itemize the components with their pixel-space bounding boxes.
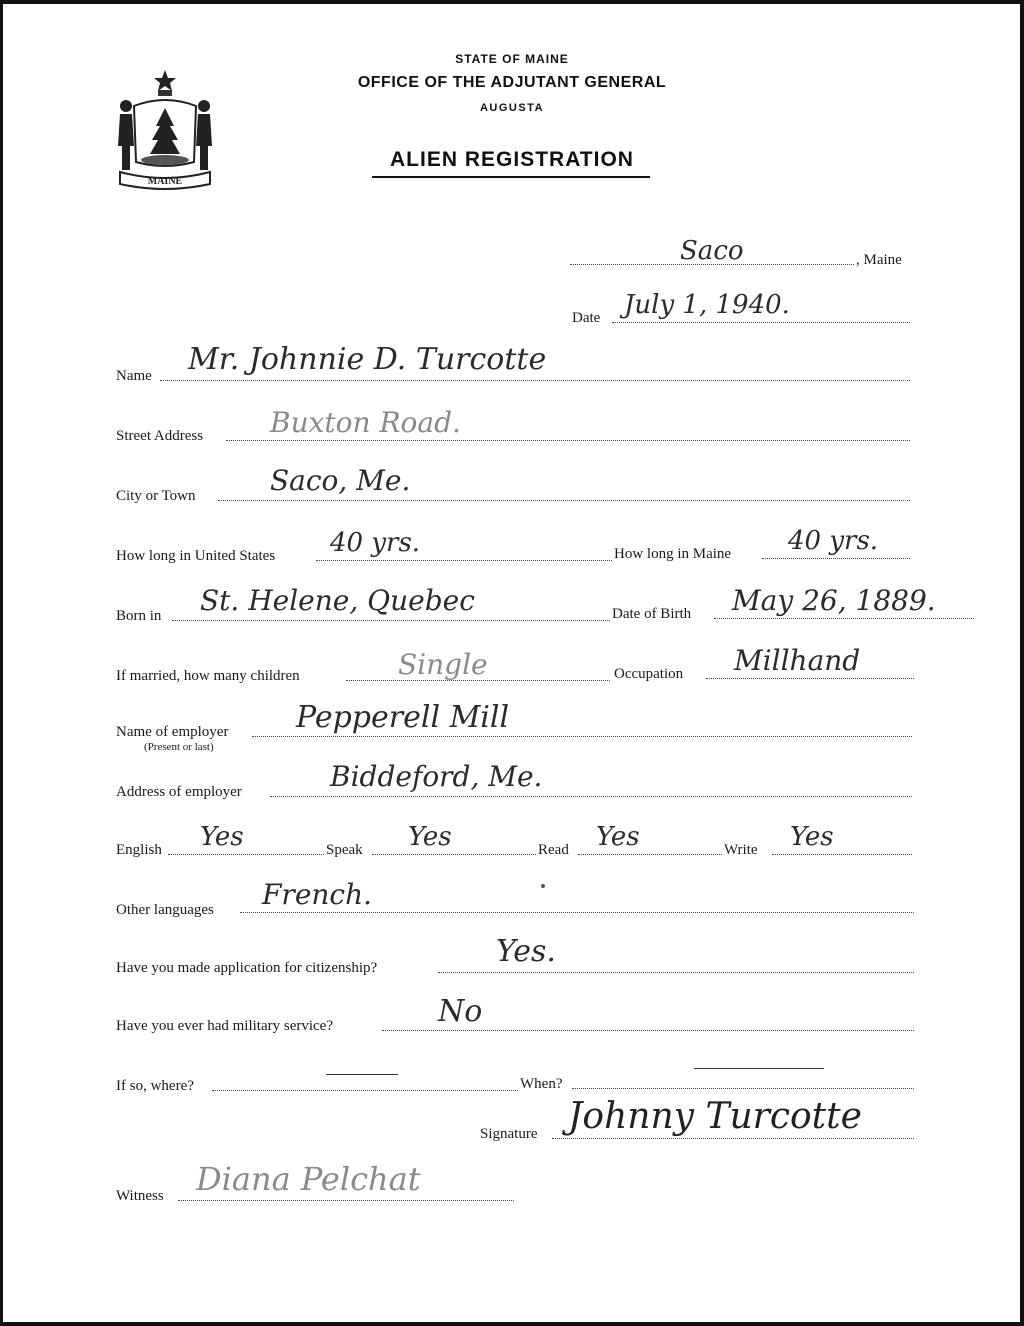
street-address-label: Street Address	[116, 428, 204, 444]
scan-border-bottom	[0, 1322, 1024, 1326]
employer-label: Name of employer	[116, 724, 229, 740]
where-label: If so, where?	[116, 1078, 194, 1094]
city-label: City or Town	[116, 488, 196, 504]
date-value: July 1, 1940.	[624, 290, 790, 320]
street-address-value: Buxton Road.	[270, 406, 461, 439]
when-label: When?	[520, 1076, 563, 1092]
employer-value: Pepperell Mill	[296, 700, 510, 735]
employer-address-value: Biddeford, Me.	[330, 760, 543, 793]
how-long-maine-label: How long in Maine	[614, 546, 732, 562]
read-value: Yes	[596, 822, 640, 852]
how-long-us-label: How long in United States	[116, 548, 276, 564]
military-line	[382, 1030, 914, 1031]
other-languages-value: French.	[262, 878, 373, 911]
english-label: English	[116, 842, 162, 858]
witness-value: Diana Pelchat	[196, 1160, 421, 1198]
header-office: OFFICE OF THE ADJUTANT GENERAL	[357, 74, 667, 91]
name-label: Name	[116, 368, 152, 384]
where-line	[212, 1090, 518, 1091]
title-underline	[372, 176, 650, 178]
born-in-label: Born in	[116, 608, 162, 624]
date-label: Date	[572, 310, 601, 326]
write-label: Write	[724, 842, 758, 858]
when-line	[572, 1088, 914, 1089]
signature-line	[552, 1138, 914, 1139]
employer-line	[252, 736, 912, 737]
witness-label: Witness	[116, 1188, 164, 1204]
speak-line	[372, 854, 536, 855]
street-address-line	[226, 440, 910, 441]
citizenship-line	[438, 972, 914, 973]
signature-label: Signature	[480, 1126, 538, 1142]
write-line	[772, 854, 912, 855]
scan-border-top	[0, 0, 1024, 4]
witness-line	[178, 1200, 514, 1201]
other-languages-line	[240, 912, 914, 913]
when-dash	[694, 1068, 824, 1069]
other-languages-label: Other languages	[116, 902, 214, 918]
header-city: AUGUSTA	[479, 102, 545, 114]
date-of-birth-label: Date of Birth	[612, 606, 692, 622]
how-long-maine-line	[762, 558, 910, 559]
signature-value: Johnny Turcotte	[568, 1096, 862, 1137]
how-long-us-line	[316, 560, 612, 561]
born-in-value: St. Helene, Quebec	[200, 584, 475, 617]
maine-label: , Maine	[856, 252, 902, 268]
english-line	[168, 854, 324, 855]
occupation-label: Occupation	[614, 666, 684, 682]
town-value: Saco	[680, 236, 744, 266]
where-dash	[326, 1074, 398, 1075]
occupation-value: Millhand	[734, 644, 861, 677]
scan-border-right	[1020, 0, 1024, 1326]
how-long-us-value: 40 yrs.	[330, 528, 421, 558]
read-label: Read	[538, 842, 569, 858]
scan-border-left	[0, 0, 3, 1326]
speak-label: Speak	[326, 842, 363, 858]
name-value: Mr. Johnnie D. Turcotte	[188, 342, 547, 377]
date-of-birth-line	[714, 618, 974, 619]
children-label: If married, how many children	[116, 668, 300, 684]
children-value: Single	[398, 648, 488, 681]
citizenship-value: Yes.	[496, 934, 556, 969]
english-value: Yes	[200, 822, 244, 852]
seal-label: MAINE	[147, 176, 183, 187]
form-title: ALIEN REGISTRATION	[390, 148, 634, 171]
ink-speck	[541, 884, 545, 888]
city-value: Saco, Me.	[270, 464, 411, 497]
employer-address-label: Address of employer	[116, 784, 242, 800]
employer-sublabel: (Present or last)	[144, 741, 214, 753]
read-line	[578, 854, 722, 855]
born-in-line	[172, 620, 610, 621]
write-value: Yes	[790, 822, 834, 852]
citizenship-label: Have you made application for citizenship?	[116, 960, 378, 976]
military-label: Have you ever had military service?	[116, 1018, 333, 1034]
name-line	[160, 380, 910, 381]
how-long-maine-value: 40 yrs.	[788, 526, 879, 556]
military-value: No	[438, 994, 483, 1029]
header-state: STATE OF MAINE	[455, 52, 569, 66]
date-line	[612, 322, 910, 323]
occupation-line	[706, 678, 914, 679]
city-line	[218, 500, 910, 501]
date-of-birth-value: May 26, 1889.	[732, 584, 936, 617]
speak-value: Yes	[408, 822, 452, 852]
employer-address-line	[270, 796, 912, 797]
